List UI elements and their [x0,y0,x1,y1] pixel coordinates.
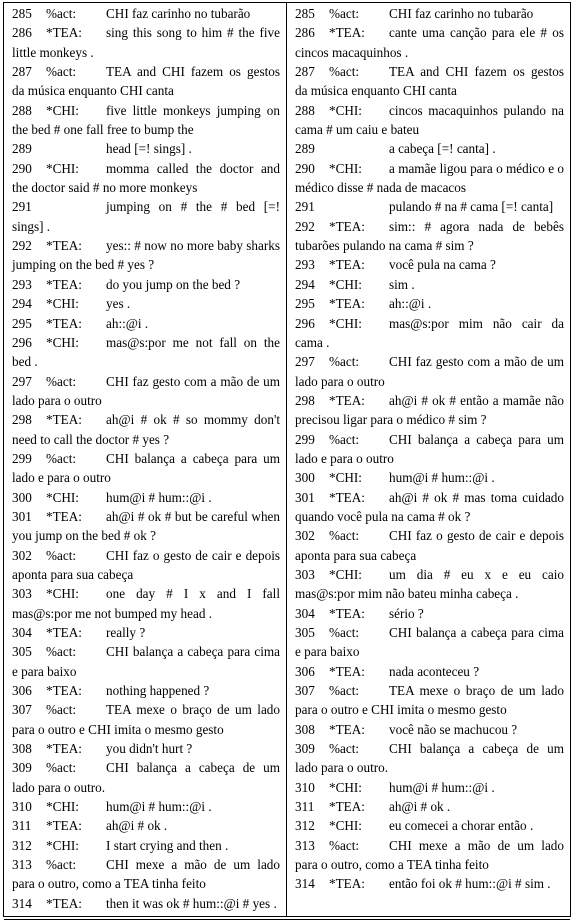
line-number: 291 [12,199,32,215]
line-number: 311 [12,818,32,834]
transcript-line [295,101,564,140]
line-number: 314 [295,876,315,892]
speaker-tier: *CHI: [329,470,362,486]
line-number: 310 [295,779,315,795]
line-number: 302 [295,528,315,544]
utterance-text: ah@i # ok # but be careful when you jump on the bed # ok ? [12,508,280,544]
line-number: 307 [12,702,32,718]
speaker-tier: *TEA: [46,315,82,331]
utterance-text: pulando # na # cama [=! canta] [389,199,554,215]
transcript-line [295,816,564,835]
line-number: 293 [295,257,315,273]
utterance-text: CHI faz gesto com a mão de um lado para o outro [295,354,564,389]
line-number: 311 [295,799,315,815]
speaker-tier: %act: [46,702,77,718]
line-number: 312 [12,837,32,853]
utterance-text: a mamãe ligou para o médico e o médico disse # nada de macacos [295,160,564,196]
transcript-line [12,197,280,236]
speaker-tier: *CHI: [46,586,79,602]
line-number: 292 [12,238,32,254]
utterance-text: CHI balança a cabeça para um lado e para o outro [295,431,564,466]
transcript-line [12,372,280,411]
line-number: 304 [295,605,315,621]
transcript-line [295,565,564,604]
transcript-line [295,352,564,391]
line-number: 285 [12,6,32,21]
speaker-tier: *CHI: [46,296,79,312]
speaker-tier: *CHI: [329,566,362,582]
utterance-text: ah::@i . [389,296,432,312]
transcript-line [12,159,280,198]
utterance-text: TEA and CHI fazem os gestos da música enquanto CHI canta [295,64,564,99]
utterance-text: ah@i # ok . [106,818,168,834]
line-number: 296 [295,315,315,331]
speaker-tier: %act: [329,741,360,757]
speaker-tier: *CHI: [46,837,79,853]
transcript-line [295,217,564,256]
transcript-line [295,836,564,875]
portuguese-column [287,3,570,916]
utterance-text: really ? [106,625,146,640]
line-number: 294 [12,296,32,312]
speaker-tier: %act: [329,837,360,853]
utterance-text: TEA and CHI fazem os gestos da música enquanto CHI canta [12,64,280,99]
transcript-line [295,275,564,294]
transcript-line [12,700,280,739]
transcript-line [295,159,564,198]
line-number: 305 [12,644,32,660]
line-number: 313 [12,857,32,873]
line-number: 310 [12,799,32,815]
speaker-tier: %act: [46,857,77,873]
speaker-tier: %act: [329,625,360,640]
utterance-text: mas@s:por mim não cair da cama . [295,315,564,350]
transcript-line [295,4,564,23]
line-number: 292 [295,218,315,234]
transcript-line [295,488,564,527]
line-number: 289 [295,141,315,157]
speaker-tier: %act: [329,354,360,370]
utterance-text: do you jump on the bed ? [106,276,241,292]
line-number: 314 [12,895,32,911]
utterance-text: I start crying and then . [106,837,229,853]
transcript-line [12,855,280,894]
speaker-tier: %act: [329,6,360,21]
utterance-text: head [=! sings] . [106,141,192,157]
line-number: 291 [295,199,315,215]
transcript-line [12,642,280,681]
utterance-text: CHI balança a cabeça para cima e para baixo [12,644,280,679]
speaker-tier: *TEA: [329,721,365,737]
line-number: 298 [12,412,32,428]
speaker-tier: *TEA: [329,296,365,312]
transcript-line [295,662,564,681]
utterance-text: CHI faz gesto com a mão de um lado para o outro [12,373,280,408]
transcript-line [295,681,564,720]
line-number: 293 [12,276,32,292]
transcript-line [295,139,564,158]
utterance-text: CHI balança a cabeça de um lado para o outro. [12,760,280,795]
transcript-line [12,488,280,507]
transcript-line [12,758,280,797]
speaker-tier: *CHI: [329,160,362,176]
utterance-text: CHI faz o gesto de cair e depois aponta para sua cabeça [12,547,280,582]
utterance-text: então foi ok # hum::@i # sim . [389,876,551,892]
transcript-line [12,449,280,488]
line-number: 285 [295,6,315,21]
speaker-tier: *CHI: [46,334,79,350]
transcript-line [12,894,280,913]
utterance-text: jumping on # the # bed [=! sings] . [12,199,280,234]
transcript-line [295,314,564,353]
line-number: 294 [295,276,315,292]
utterance-text: nada aconteceu ? [389,663,480,679]
speaker-tier: *TEA: [329,25,365,41]
transcript-line [295,526,564,565]
transcript-line [295,255,564,274]
transcript-line [12,739,280,758]
utterance-text: ah@i # ok # mas toma cuidado quando você pula na cama # ok ? [295,489,564,524]
utterance-text: cante uma canção para ele # os cincos macaquinhos . [295,25,564,60]
transcript-line [12,816,280,835]
speaker-tier: *TEA: [329,392,365,408]
speaker-tier: *CHI: [329,818,362,834]
utterance-text: sim:: # agora nada de bebês tubarões pulando na cama # sim ? [295,218,564,254]
utterance-text: CHI balança a cabeça para cima e para baixo [295,625,564,660]
line-number: 307 [295,683,315,699]
line-number: 297 [295,354,315,370]
utterance-text: CHI faz carinho no tubarão [106,6,251,21]
transcript-line [12,62,280,101]
utterance-text: CHI mexe a mão de um lado para o outro, como a TEA tinha feito [295,837,564,873]
line-number: 288 [295,102,315,118]
utterance-text: eu comecei a chorar então . [389,818,534,834]
line-number: 289 [12,141,32,157]
line-number: 295 [12,315,32,331]
speaker-tier: *CHI: [329,779,362,795]
line-number: 296 [12,334,32,350]
speaker-tier: %act: [46,644,77,660]
utterance-text: cincos macaquinhos pulando na cama # um caiu e bateu [295,102,564,138]
transcript-line [12,546,280,585]
line-number: 299 [295,431,315,447]
utterance-text: hum@i # hum::@i . [389,470,495,486]
utterance-text: ah::@i . [106,315,149,331]
transcript-line [295,874,564,893]
line-number: 298 [295,392,315,408]
transcript-line [12,294,280,313]
transcript-line [295,468,564,487]
transcript-line [295,739,564,778]
transcript-line [295,430,564,469]
transcript-line [295,23,564,62]
transcript-line [295,778,564,797]
speaker-tier: %act: [329,528,360,544]
utterance-text: one day # I x and I fall mas@s:por me not bumped my head . [12,586,280,621]
transcript-line [295,623,564,662]
speaker-tier: *CHI: [46,102,79,118]
line-number: 308 [12,741,32,757]
line-number: 300 [12,489,32,505]
line-number: 309 [12,760,32,776]
transcript-line [12,623,280,642]
utterance-text: CHI balança a cabeça de um lado para o outro. [295,741,564,776]
transcript-line [12,681,280,700]
line-number: 303 [12,586,32,602]
utterance-text: mas@s:por me not fall on the bed . [12,334,280,370]
utterance-text: yes:: # now no more baby sharks jumping on the bed # yes ? [12,238,280,273]
line-number: 295 [295,296,315,312]
transcript-line [295,720,564,739]
speaker-tier: *TEA: [329,605,365,621]
utterance-text: CHI faz carinho no tubarão [389,6,534,21]
line-number: 308 [295,721,315,737]
utterance-text: five little monkeys jumping on the bed # one fall free to bump the [12,102,280,138]
speaker-tier: %act: [46,6,77,21]
transcript-line [12,836,280,855]
speaker-tier: *TEA: [46,625,82,640]
utterance-text: você não se machucou ? [389,721,518,737]
line-number: 305 [295,625,315,640]
transcript-line [12,275,280,294]
utterance-text: nothing happened ? [106,683,210,699]
transcript-line [12,101,280,140]
speaker-tier: *CHI: [329,102,362,118]
transcript-table [3,2,571,917]
utterance-text: then it was ok # hum::@i # yes . [106,895,277,911]
transcript-line [295,197,564,216]
transcript-line [12,236,280,275]
utterance-text: TEA mexe o braço de um lado para o outro e CHI imita o mesmo gesto [295,683,564,718]
utterance-text: hum@i # hum::@i . [389,779,495,795]
utterance-text: TEA mexe o braço de um lado para o outro e CHI imita o mesmo gesto [12,702,280,737]
transcript-line [295,62,564,101]
line-number: 312 [295,818,315,834]
line-number: 299 [12,450,32,466]
transcript-line [295,797,564,816]
speaker-tier: *TEA: [46,25,82,41]
speaker-tier: *CHI: [46,799,79,815]
utterance-text: hum@i # hum::@i . [106,489,212,505]
speaker-tier: *TEA: [46,895,82,911]
transcript-line [12,797,280,816]
transcript-line [12,507,280,546]
line-number: 306 [12,683,32,699]
utterance-text: CHI mexe a mão de um lado para o outro, como a TEA tinha feito [12,857,280,892]
transcript-line [12,584,280,623]
utterance-text: sim . [389,276,415,292]
transcript-line [12,314,280,333]
speaker-tier: *CHI: [329,315,362,331]
line-number: 286 [12,25,32,41]
speaker-tier: %act: [329,683,360,699]
line-number: 300 [295,470,315,486]
speaker-tier: %act: [46,373,77,389]
line-number: 286 [295,25,315,41]
utterance-text: you didn't hurt ? [106,741,193,757]
utterance-text: você pula na cama ? [389,257,496,273]
utterance-text: momma called the doctor and the doctor said # no more monkeys [12,160,280,196]
line-number: 301 [12,508,32,524]
speaker-tier: *CHI: [46,160,79,176]
transcript-line [295,604,564,623]
line-number: 301 [295,489,315,505]
utterance-text: hum@i # hum::@i . [106,799,212,815]
speaker-tier: *TEA: [329,663,365,679]
speaker-tier: *TEA: [329,799,365,815]
transcript-line [12,410,280,449]
line-number: 306 [295,663,315,679]
transcript-line [12,139,280,158]
english-column [4,3,287,916]
utterance-text: ah@i # ok . [389,799,451,815]
utterance-text: CHI faz o gesto de cair e depois aponta para sua cabeça [295,528,564,563]
line-number: 288 [12,102,32,118]
speaker-tier: *TEA: [46,683,82,699]
utterance-text: sing this song to him # the five little monkeys . [12,25,280,60]
speaker-tier: *TEA: [329,489,365,505]
utterance-text: sério ? [389,605,424,621]
line-number: 290 [295,160,315,176]
line-number: 303 [295,566,315,582]
speaker-tier: *TEA: [46,276,82,292]
speaker-tier: %act: [46,760,77,776]
speaker-tier: *TEA: [329,218,365,234]
line-number: 304 [12,625,32,640]
speaker-tier: %act: [329,64,360,80]
speaker-tier: %act: [46,547,77,563]
utterance-text: a cabeça [=! canta] . [389,141,496,157]
line-number: 297 [12,373,32,389]
line-number: 302 [12,547,32,563]
transcript-line [12,23,280,62]
utterance-text: yes . [106,296,131,312]
speaker-tier: *TEA: [329,876,365,892]
speaker-tier: *CHI: [329,276,362,292]
utterance-text: ah@i # ok # então a mamãe não precisou ligar para o médico # sim ? [295,392,564,428]
transcript-line [295,391,564,430]
transcript-line [295,294,564,313]
speaker-tier: *TEA: [46,238,82,254]
line-number: 287 [295,64,315,80]
speaker-tier: *CHI: [46,489,79,505]
speaker-tier: *TEA: [46,818,82,834]
transcript-line [12,4,280,23]
line-number: 290 [12,160,32,176]
speaker-tier: *TEA: [46,741,82,757]
speaker-tier: *TEA: [46,412,82,428]
speaker-tier: %act: [46,450,77,466]
line-number: 313 [295,837,315,853]
line-number: 309 [295,741,315,757]
speaker-tier: *TEA: [46,508,82,524]
line-number: 287 [12,64,32,80]
speaker-tier: %act: [46,64,77,80]
speaker-tier: %act: [329,431,360,447]
speaker-tier: *TEA: [329,257,365,273]
transcript-line [12,333,280,372]
utterance-text: CHI balança a cabeça para um lado e para o outro [12,450,280,486]
utterance-text: ah@i # ok # so mommy don't need to call the doctor # yes ? [12,412,280,447]
utterance-text: um dia # eu x e eu caio mas@s:por mim não bateu minha cabeça . [295,566,564,602]
